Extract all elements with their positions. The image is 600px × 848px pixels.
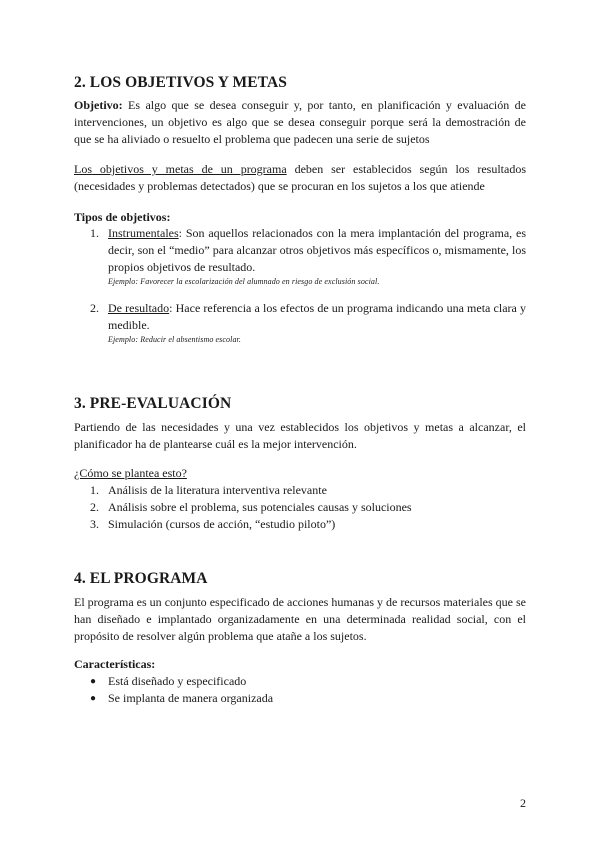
list-item <box>74 482 526 499</box>
objetivo-paragraph <box>74 97 526 148</box>
programa-paragraph: El programa es un conjunto especificado de acciones humanas y de recursos materiales que se han diseñado e implantado organizadamente en una determinada realidad social, con el propósito de resolver algún problema que atañe a los sujetos. <box>74 595 526 643</box>
list-item <box>74 516 526 533</box>
list-item-term: Instrumentales <box>108 226 179 240</box>
section-heading-objetivos: 2. LOS OBJETIVOS Y METAS <box>74 74 287 91</box>
pre-evaluacion-question <box>74 465 526 482</box>
list-item <box>74 499 526 516</box>
list-item-example: Ejemplo: Reducir el absentismo escolar. <box>108 335 241 344</box>
caracteristicas-list <box>74 673 526 707</box>
objetivos-metas-text: deben ser establecidos según los resultados (necesidades y problemas detectados) que se procuran en los sujetos a los que atiende <box>74 162 526 193</box>
list-item-text: Simulación (cursos de acción, “estudio piloto”) <box>108 517 336 531</box>
list-item-term: De resultado <box>108 301 170 315</box>
section-heading-programa: 4. EL PROGRAMA <box>74 570 208 587</box>
objetivos-metas-underlined: Los objetivos y metas de un programa <box>74 162 287 176</box>
tipos-objetivos-list-2 <box>74 300 526 345</box>
bullet-icon: ● <box>90 693 97 704</box>
list-item <box>74 225 526 287</box>
caracteristicas-label: Características: <box>74 657 156 671</box>
list-item-text: Análisis sobre el problema, sus potenciales causas y soluciones <box>108 500 412 514</box>
question-text: ¿Cómo se plantea esto? <box>74 466 187 480</box>
list-item-text: : Son aquellos relacionados con la mera implantación del programa, es decir, son el “medio” para alcanzar otros objetivos más específicos o, mismamente, los propios objetivos de resultado. <box>108 226 526 274</box>
list-item-number: 1. <box>90 226 99 240</box>
list-item-text: : Hace referencia a los efectos de un programa indicando una meta clara y medible. <box>108 301 526 332</box>
objetivos-metas-paragraph <box>74 161 526 195</box>
bullet-icon: ● <box>90 676 97 687</box>
list-item <box>74 673 526 690</box>
page-number: 2 <box>520 796 526 810</box>
tipos-objetivos-list <box>74 225 526 287</box>
list-item-text: Se implanta de manera organizada <box>108 691 274 705</box>
pre-evaluacion-list <box>74 482 526 533</box>
objetivo-text: Es algo que se desea conseguir y, por tanto, en planificación y evaluación de intervenciones, un objetivo es algo que se desea conseguir porque será la demostración de que se ha aliviado o resuelto el problema que padecen una serie de sujetos <box>74 98 526 146</box>
pre-evaluacion-paragraph: Partiendo de las necesidades y una vez establecidos los objetivos y metas a alcanzar, el planificador ha de plantearse cuál es la mejor intervención. <box>74 420 526 451</box>
list-item-number: 1. <box>90 483 99 497</box>
tipos-objetivos-label: Tipos de objetivos: <box>74 210 171 224</box>
list-item-text: Análisis de la literatura interventiva relevante <box>108 483 327 497</box>
list-item-number: 2. <box>90 301 99 315</box>
list-item-example: Ejemplo: Favorecer la escolarización del alumnado en riesgo de exclusión social. <box>108 277 380 286</box>
section-heading-pre-evaluacion: 3. PRE-EVALUACIÓN <box>74 395 232 412</box>
list-item <box>74 690 526 707</box>
list-item-number: 2. <box>90 500 99 514</box>
list-item-text: Está diseñado y especificado <box>108 674 247 688</box>
objetivo-label: Objetivo: <box>74 98 123 112</box>
list-item-number: 3. <box>90 517 99 531</box>
list-item <box>74 300 526 345</box>
